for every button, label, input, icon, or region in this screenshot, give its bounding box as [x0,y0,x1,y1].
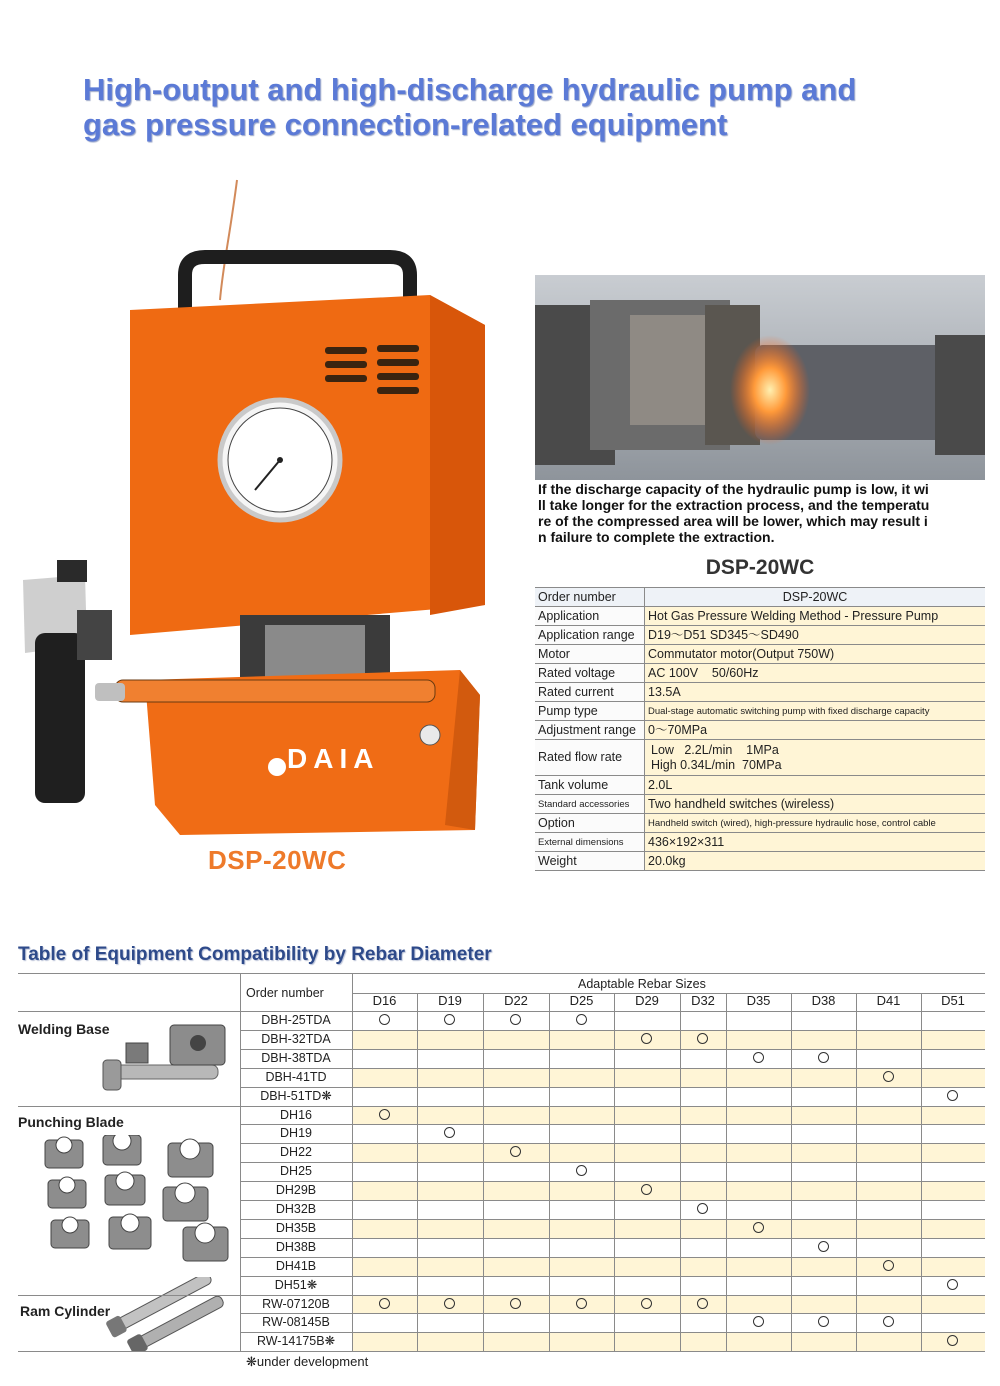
sizes-header: Adaptable Rebar Sizes [578,977,706,991]
spec-table [535,587,985,871]
order-header: Order number [246,986,324,1000]
grid-line [18,973,985,974]
compatible-mark [697,1298,708,1309]
compatible-mark [947,1090,958,1101]
grid-line [417,993,418,1351]
spec-key: Rated current [535,683,645,702]
spec-row [535,833,985,852]
flow-low: Low 2.2L/min 1MPa [651,742,779,757]
ram-cylinder-image [103,1277,233,1352]
spec-key: Adjustment range [535,721,645,740]
spec-value: Dual-stage automatic switching pump with fixed discharge capacity [645,702,986,721]
spec-key: Order number [535,588,645,607]
spec-row [535,588,985,607]
note-line4: n failure to complete the extraction. [538,529,775,545]
table-row-background [352,1200,985,1219]
grid-line [549,993,550,1351]
pump-illustration [5,175,510,885]
diameter-header: D16 [372,993,397,1008]
grid-line [352,973,353,1351]
spec-value: Two handheld switches (wireless) [645,795,986,814]
spec-key: Rated flow rate [535,740,645,776]
page-title-line1: High-output and high-discharge hydraulic pump and [83,72,857,107]
grid-line [18,1351,985,1352]
table-row-background [352,1181,985,1200]
punching-blade-image [43,1135,243,1265]
extraction-note [538,481,984,545]
table-row-background [352,1106,985,1125]
order-number: DH41B [275,1258,317,1273]
diameter-header: D38 [811,993,836,1008]
table-row-background [352,1049,985,1068]
table-row-background [352,1238,985,1257]
order-number: RW-08145B [262,1315,330,1330]
spec-row [535,683,985,702]
table-row-background [352,1143,985,1162]
order-number: DH29B [275,1183,317,1198]
spec-row [535,607,985,626]
table-row-background [352,1332,985,1351]
grid-line [726,993,727,1351]
grid-line [791,993,792,1351]
diameter-header: D35 [746,993,771,1008]
order-number: DBH-51TD❋ [260,1088,332,1103]
welding-base-image [98,1015,238,1103]
spec-value: 13.5A [645,683,986,702]
footnote: ❋under development [246,1354,369,1369]
spec-value: AC 100V 50/60Hz [645,664,986,683]
spec-key: Rated voltage [535,664,645,683]
table-row-background [352,1162,985,1181]
compatible-mark [697,1033,708,1044]
category-welding-base: Welding Base [18,1021,110,1037]
order-number: DH25 [280,1164,312,1179]
grid-line [18,1011,985,1012]
page-title [83,72,983,142]
diameter-header: D51 [941,993,965,1008]
compatible-mark [753,1052,764,1063]
spec-key: External dimensions [535,833,645,852]
diameter-header: D22 [504,993,528,1008]
spec-value: DSP-20WC [645,588,986,607]
compat-table [18,973,985,1353]
compatible-mark [883,1260,894,1271]
order-number: RW-14175B❋ [256,1334,336,1349]
extraction-photo [535,275,985,480]
spec-row [535,795,985,814]
spec-key: Option [535,814,645,833]
diameter-header: D19 [438,993,462,1008]
model-title: DSP-20WC [705,556,815,579]
spec-row [535,626,985,645]
table-row-background [352,1276,985,1295]
grid-line [18,1106,985,1107]
grid-line [483,993,484,1351]
spec-row [535,664,985,683]
compatible-mark [818,1241,829,1252]
order-number: DH35B [275,1220,317,1235]
compatible-mark [576,1165,587,1176]
spec-row [535,814,985,833]
compatible-mark [641,1033,652,1044]
grid-line [856,993,857,1351]
pump-photo [5,175,510,885]
order-number: DH32B [275,1202,317,1216]
spec-row [535,852,985,871]
compatible-mark [379,1109,390,1120]
grid-line [921,993,922,1351]
compatible-mark [444,1298,455,1309]
spec-row [535,740,985,776]
spec-value: 2.0L [645,776,986,795]
spec-value: Handheld switch (wired), high-pressure hydraulic hose, control cable [645,814,986,833]
order-number: DH38B [275,1239,317,1254]
spec-value: 436×192×311 [645,833,986,852]
compatible-mark [576,1014,587,1025]
note-line2: ll take longer for the extraction process, and the temperatu [538,497,930,513]
pump-brand-logo: DAIA [287,743,380,774]
compatible-mark [883,1316,894,1327]
spec-row [535,721,985,740]
order-number: DH19 [280,1126,312,1141]
spec-value: 20.0kg [645,852,986,871]
compatible-mark [510,1014,521,1025]
spec-key: Tank volume [535,776,645,795]
spec-row [535,776,985,795]
order-number: DBH-41TD [265,1069,327,1084]
compatible-mark [379,1298,390,1309]
spec-key: Pump type [535,702,645,721]
table-row-background [352,1087,985,1106]
order-number: DH22 [280,1145,312,1160]
compatible-mark [576,1298,587,1309]
compatible-mark [753,1222,764,1233]
diameter-header: D41 [876,993,901,1008]
compatible-mark [753,1316,764,1327]
spec-row [535,645,985,664]
spec-key: Motor [535,645,645,664]
order-number: DBH-38TDA [261,1050,331,1065]
order-number: DBH-32TDA [261,1031,331,1046]
compatible-mark [697,1203,708,1214]
spec-key: Application range [535,626,645,645]
spec-key: Weight [535,852,645,871]
compat-title: Table of Equipment Compatibility by Rebar Diameter [18,944,492,965]
note-line1: If the discharge capacity of the hydraulic pump is low, it wi [538,481,929,497]
order-number: DH16 [280,1107,312,1122]
grid-line [614,993,615,1351]
grid-line [18,1295,985,1296]
spec-value: Hot Gas Pressure Welding Method - Pressure Pump [645,607,986,626]
spec-value: Commutator motor(Output 750W) [645,645,986,664]
extraction-illustration [535,275,985,480]
compatible-mark [510,1298,521,1309]
compatible-mark [818,1052,829,1063]
order-number: RW-07120B [262,1296,330,1311]
spec-row [535,702,985,721]
diameter-header: D25 [569,993,594,1008]
table-row-background [352,1219,985,1238]
spec-key: Standard accessories [535,795,645,814]
table-row-background [352,1030,985,1049]
flow-high: High 0.34L/min 70MPa [651,757,782,772]
compatible-mark [883,1071,894,1082]
diameter-header: D29 [635,993,659,1008]
order-number: DBH-25TDA [261,1013,331,1027]
pump-caption: DSP-20WC [208,845,347,875]
page-title-line2: gas pressure connection-related equipment [83,107,728,142]
spec-key: Application [535,607,645,626]
note-line3: re of the compressed area will be lower, which may result i [538,513,928,529]
compatible-mark [379,1014,390,1025]
order-number: DH51❋ [274,1277,318,1292]
compatible-mark [818,1316,829,1327]
category-ram-cylinder: Ram Cylinder [20,1303,111,1319]
spec-value: D19～D51 SD345～SD490 [645,626,986,645]
spec-value: 0～70MPa [645,721,986,740]
compatible-mark [641,1298,652,1309]
diameter-header: D32 [691,993,715,1008]
spec-value-multi [645,740,986,776]
compatible-mark [444,1014,455,1025]
grid-line [680,993,681,1351]
category-punching-blade: Punching Blade [18,1114,124,1130]
compatible-mark [947,1279,958,1290]
